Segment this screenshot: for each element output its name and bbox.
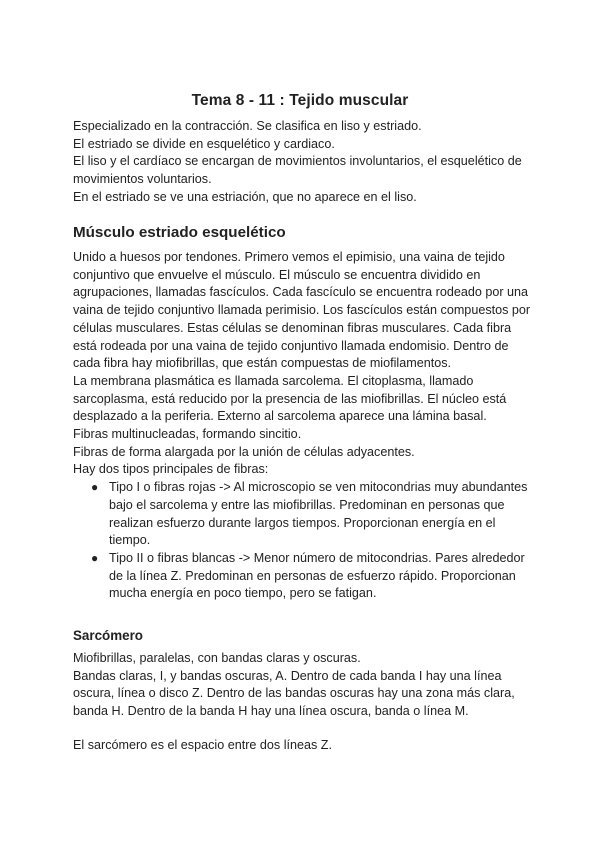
- paragraph: Unido a huesos por tendones. Primero vemos el epimisio, una vaina de tejido conjuntivo que envuelve el músculo. El músculo se encuentra dividido en agrupaciones, llamadas fascículos. Cada fascículo se encuentra rodeado por una vaina de tejido conjuntivo llamada perimisio. Los fascículos están compuestos por células musculares. Estas células se denominan fibras musculares. Cada fibra está rodeada por una vaina de tejido conjuntivo llamada endomisio. Dentro de cada fibra hay miofibrillas, que están compuestas de miofilamentos.: [73, 250, 531, 371]
- intro-line: En el estriado se ve una estriación, que no aparece en el liso.: [73, 189, 417, 204]
- intro-line: El estriado se divide en esquelético y cardiaco.: [73, 136, 335, 151]
- intro-line: El liso y el cardíaco se encargan de movimientos involuntarios, el esquelético de movimientos voluntarios.: [73, 154, 522, 187]
- section-body-sarcomero: [73, 650, 533, 721]
- intro-line: Especializado en la contracción. Se clasifica en liso y estriado.: [73, 119, 422, 133]
- document-title: Tema 8 - 11 : Tejido muscular: [191, 92, 409, 109]
- bullet-icon: ●: [91, 550, 99, 565]
- paragraph: La membrana plasmática es llamada sarcolema. El citoplasma, llamado sarcoplasma, está reducido por la presencia de las miofibrillas. El núcleo está desplazado a la periferia. Externo al sarcolema aparece una lámina basal.: [73, 373, 507, 424]
- bullet-icon: ●: [91, 480, 99, 495]
- paragraph: El sarcómero es el espacio entre dos líneas Z.: [73, 738, 332, 752]
- intro-text: [73, 118, 533, 207]
- closing-paragraph: [73, 737, 533, 755]
- paragraph: Fibras de forma alargada por la unión de células adyacentes.: [73, 444, 415, 459]
- list-item-text: Tipo II o fibras blancas -> Menor número de mitocondrias. Pares alrededor de la línea Z. Predominan en personas de esfuerzo rápido. Proporcionan mucha energía en poco tiempo, pero se fatigan.: [109, 550, 525, 601]
- list-item: [73, 550, 533, 603]
- paragraph: Fibras multinucleadas, formando sincitio.: [73, 427, 302, 442]
- paragraph: Miofibrillas, paralelas, con bandas claras y oscuras.: [73, 651, 361, 665]
- fiber-types-list: [73, 479, 533, 603]
- paragraph: Bandas claras, I, y bandas oscuras, A. Dentro de cada banda I hay una línea oscura, línea o disco Z. Dentro de las bandas oscuras hay una zona más clara, banda H. Dentro de la banda H hay una línea oscura, banda o línea M.: [73, 668, 515, 719]
- paragraph: Hay dos tipos principales de fibras:: [73, 462, 269, 477]
- section-body-musculo-estriado: [73, 249, 533, 603]
- list-item: [73, 479, 533, 550]
- section-heading-musculo-estriado: Músculo estriado esquelético: [73, 224, 286, 241]
- section-heading-sarcomero: Sarcómero: [73, 628, 143, 643]
- list-item-text: Tipo I o fibras rojas -> Al microscopio se ven mitocondrias muy abundantes bajo el sarcolema y entre las miofibrillas. Predominan en personas que realizan esfuerzo durante largos tiempos. Proporcionan energía en el tiempo.: [109, 480, 528, 548]
